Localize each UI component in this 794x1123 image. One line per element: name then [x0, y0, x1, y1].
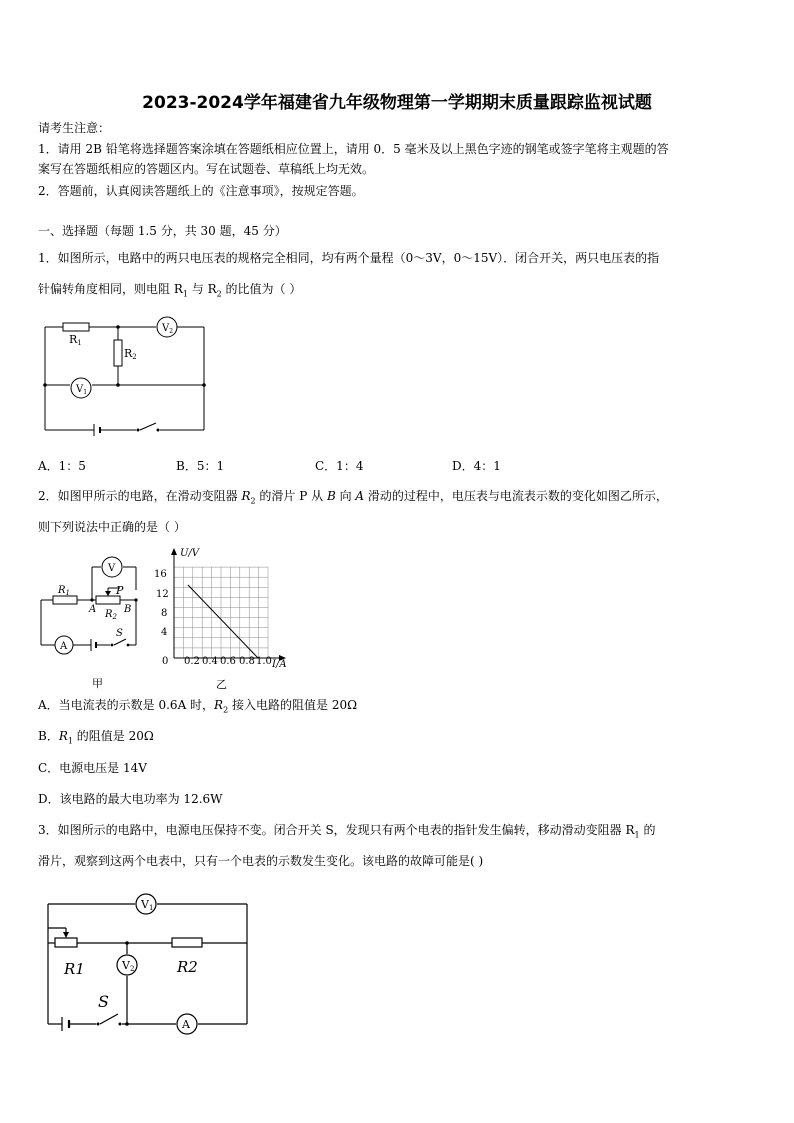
q3-switch-label: S [98, 992, 109, 1011]
q1-v2-label: $V_2$ [162, 323, 174, 335]
q2-figure-yi-caption: 乙 [216, 678, 227, 691]
q2-voltmeter-label: V [108, 563, 116, 574]
q2-graph-ytick: 4 [161, 627, 168, 638]
q2-option-a[interactable]: A．当电流表的示数是 0.6A 时，$R_2$ 接入电路的阻值是 20Ω [38, 698, 358, 715]
q1-option-d[interactable]: D．4：1 [452, 459, 501, 473]
q1-stem-line-2: 针偏转角度相同，则电阻 $R_1$ 与 $R_2$ 的比值为（ ） [38, 282, 302, 299]
q2-stem-line-2: 则下列说法中正确的是（ ） [38, 520, 186, 534]
q3-circuit-diagram [40, 890, 255, 1040]
q2-resistor-r2 [96, 596, 120, 604]
q2-end-b-label: B [124, 604, 132, 615]
q3-rheostat-r1 [55, 938, 77, 947]
q2-figure-jia-caption: 甲 [92, 677, 103, 690]
q2-graph-xtick: 0.4 [202, 656, 218, 667]
notice-item-1-line-1: 1．请用 2B 铅笔将选择题答案涂填在答题纸相应位置上，请用 0．5 毫米及以上黑色字迹的钢笔或签字笔将主观题的答 [38, 142, 669, 156]
q2-graph-line [188, 585, 258, 658]
q2-r2-label: $R_2$ [105, 609, 117, 621]
q1-resistor-r2 [114, 340, 122, 366]
q2-r1-label: $R_1$ [58, 585, 70, 597]
page-title: 2023-2024学年福建省九年级物理第一学期期末质量跟踪监视试题 [142, 93, 652, 113]
q2-graph-ytick: 8 [161, 608, 168, 619]
q2-graph-ylabel: U/V [180, 548, 200, 559]
q3-r2-label: R2 [177, 958, 198, 976]
q2-graph-xtick: 1.0 [256, 656, 272, 667]
q2-stem-line-1: 2．如图甲所示的电路，在滑动变阻器 $R_2$ 的滑片 P 从 B 向 A 滑动的过程中，电压表与电流表示数的变化如图乙所示， [38, 489, 668, 506]
q2-graph [150, 543, 300, 693]
notice-item-1-line-2: 案写在答题纸相应的答题区内。写在试题卷、草稿纸上均无效。 [38, 162, 375, 176]
q2-option-b[interactable]: B．$R_1$ 的阻值是 20Ω [38, 729, 154, 746]
q1-r2-label: R2 [124, 347, 137, 361]
q2-option-d[interactable]: D．该电路的最大电功率为 12.6W [38, 792, 223, 806]
q1-option-b[interactable]: B．5：1 [176, 459, 225, 473]
q2-switch [114, 639, 126, 645]
q1-switch [140, 423, 156, 430]
q2-graph-ytick: 16 [154, 569, 167, 580]
q2-graph-xtick: 0.2 [184, 656, 200, 667]
q2-ammeter-label: A [60, 641, 68, 652]
q1-resistor-r1 [63, 323, 89, 331]
section-heading: 一、选择题（每题 1.5 分，共 30 题，45 分） [38, 224, 287, 238]
q2-resistor-r1 [53, 596, 77, 604]
q3-stem-line-2: 滑片，观察到这两个电表中，只有一个电表的示数发生变化。该电路的故障可能是( ) [38, 854, 484, 868]
q1-stem-line-1: 1．如图所示，电路中的两只电压表的规格完全相同，均有两个量程（0～3V，0～15V）．闭合开关，两只电压表的指 [38, 251, 660, 265]
notice-heading: 请考生注意： [38, 121, 111, 135]
q1-circuit-diagram [36, 310, 216, 442]
q2-slider-label: P [116, 584, 124, 597]
q3-ammeter-label: A [182, 1018, 190, 1031]
q3-switch [100, 1014, 118, 1024]
q2-graph-ytick: 12 [156, 589, 169, 600]
q2-graph-xtick: 0.8 [239, 656, 255, 667]
q2-switch-label: S [116, 628, 123, 639]
q2-graph-origin: 0 [162, 656, 169, 667]
q2-graph-xlabel: I/A [272, 659, 287, 670]
q2-circuit-diagram [36, 550, 146, 690]
q2-end-a-label: A [89, 604, 97, 615]
q3-resistor-r2 [172, 938, 202, 947]
q2-option-c[interactable]: C．电源电压是 14V [38, 761, 147, 775]
q3-v1-label: V1 [141, 898, 154, 912]
q1-r1-label: R1 [69, 333, 82, 347]
q2-graph-xtick: 0.6 [220, 656, 236, 667]
q3-r1-label: R1 [64, 960, 85, 978]
q1-option-a[interactable]: A．1：5 [38, 459, 86, 473]
q3-v2-label: V2 [122, 959, 135, 973]
q1-option-c[interactable]: C．1：4 [315, 459, 364, 473]
notice-item-2: 2．答题前，认真阅读答题纸上的《注意事项》，按规定答题。 [38, 184, 364, 198]
q3-stem-line-1: 3．如图所示的电路中，电源电压保持不变。闭合开关 S，发现只有两个电表的指针发生偏转，移动滑动变阻器 $R_1$ 的 [38, 823, 656, 840]
q1-v1-label: $V_1$ [76, 384, 88, 396]
